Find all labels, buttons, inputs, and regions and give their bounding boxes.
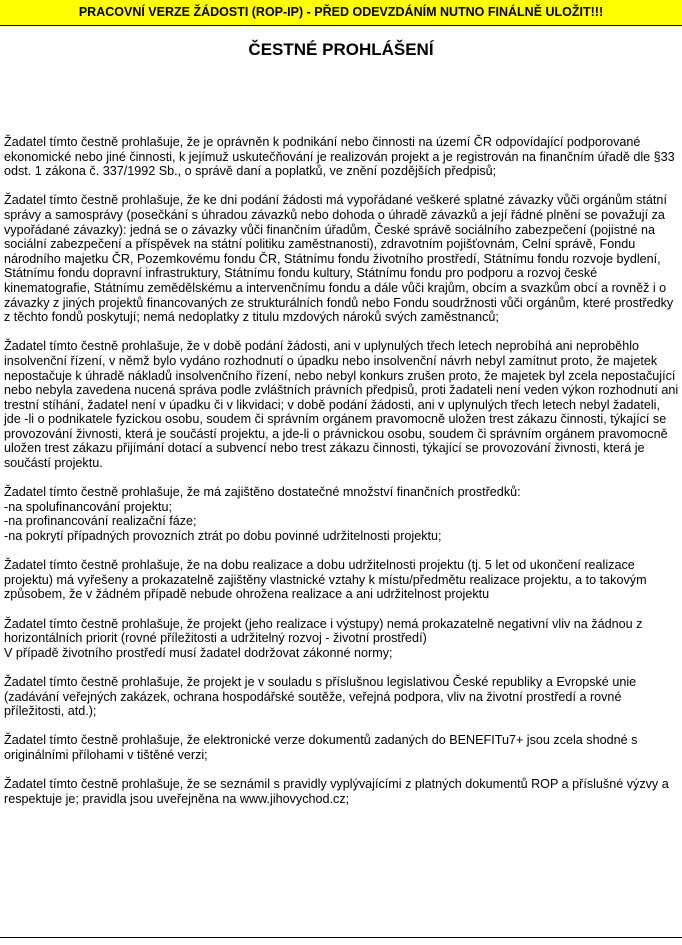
declaration-paragraph-financial-resources: Žadatel tímto čestně prohlašuje, že má zajištěno dostatečné množství finančních prostředků: -na spolufinancování projektu; -na profinancování realizační fáze; -na pokrytí případných provozních ztrát po dobu povinné udržitelnosti projektu; (4, 485, 521, 544)
declaration-paragraph-horizontal-priorities: Žadatel tímto čestně prohlašuje, že projekt (jeho realizace i výstupy) nemá prokazatelně negativní vliv na žádnou z horizontálních priorit (rovné příležitosti a udržitelný rozvoj - životní prostředí) V případě životního prostředí musí žadatel dodržovat zákonné normy; (4, 616, 643, 660)
draft-warning-banner (0, 0, 682, 26)
declaration-body (4, 135, 680, 806)
draft-warning-text: PRACOVNÍ VERZE ŽÁDOSTI (ROP-IP) - PŘED ODEVZDÁNÍM NUTNO FINÁLNĚ ULOŽIT!!! (78, 5, 604, 19)
declaration-paragraph-settled-obligations: Žadatel tímto čestně prohlašuje, že ke dni podání žádosti má vypořádané veškeré splatné závazky vůči orgánům státní správy a samosprávy (posečkání s úhradou závazků nebo dohoda o úhradě závazků a její řádné plnění se považují za vypořádané závazky): jedná se o závazky vůči finančním úřadům, České správě sociálního zabezpečení (pojistné na sociální zabezpečení a příspěvek na státní politiku zaměstnanosti), zdravotním pojišťovnám, Celní správě, Fondu národního majetku ČR, Pozemkovému fondu ČR, Státnímu fondu životního prostředí, Státnímu fondu rozvoje bydlení, Státnímu fondu dopravní infrastruktury, Státnímu fondu kultury, Státnímu fondu pro podporu a rozvoj české kinematografie, Státnímu zemědělskému a intervenčnímu fondu a dále vůči krajům, obcím a svazkům obcí a rovněž i o závazky z jiných projektů financovaných ze strukturálních fondů nebo Fondu soudržnosti vůči orgánům, které prostředky z těchto fondů poskytují; nemá nedoplatky z titulu mzdových nároků svých zaměstnanců; (4, 193, 674, 325)
page-title: ČESTNÉ PROHLÁŠENÍ (248, 40, 434, 59)
declaration-paragraph-business-authorization: Žadatel tímto čestně prohlašuje, že je oprávněn k podnikání nebo činnosti na území ČR odpovídající podporované ekonomické nebo jiné činnosti, k jejímuž uskutečňování je realizován projekt a je registrován na finančním úřadě dle §33 odst. 1 zákona č. 337/1992 Sb., o správě daní a poplatků, ve znění pozdějších předpisů; (4, 135, 675, 179)
declaration-paragraph-ownership: Žadatel tímto čestně prohlašuje, že na dobu realizace a dobu udržitelnosti projektu (tj. 5 let od ukončení realizace projektu) má vyřešeny a prokazatelně zajištěny vlastnické vztahy k místu/předmětu realizace projektu, a to takovým způsobem, že v žádném případě nebude ohrožena realizace a ani udržitelnost projektu (4, 558, 647, 602)
declaration-paragraph-legislation: Žadatel tímto čestně prohlašuje, že projekt je v souladu s příslušnou legislativou České republiky a Evropské unie (zadávání veřejných zakázek, ochrana hospodářské soutěže, veřejná podpora, vliv na životní prostředí a rovné příležitosti, atd.); (4, 674, 637, 719)
bottom-divider (0, 937, 682, 938)
declaration-paragraph-electronic-documents: Žadatel tímto čestně prohlašuje, že elektronické verze dokumentů zadaných do BENEFITu7+ jsou zcela shodné s originálními přílohami v tištěné verzi; (4, 733, 638, 762)
declaration-paragraph-rules: Žadatel tímto čestně prohlašuje, že se seznámil s pravidly vyplývajícími z platných dokumentů ROP a příslušné výzvy a respektuje je; pravidla jsou uveřejněna na www.jihovychod.cz; (4, 777, 669, 806)
declaration-paragraph-insolvency: Žadatel tímto čestně prohlašuje, že v době podání žádosti, ani v uplynulých třech letech neprobíhá ani neproběhlo insolvenční řízení, v němž bylo vydáno rozhodnutí o úpadku nebo insolvenční návrh nebyl zamítnut proto, že majetek nepostačuje k úhradě nákladů insolvenčního řízení, nebo nebyl konkurs zrušen proto, že majetek byl zcela nepostačující nebo nebyla zavedena nucená správa podle zvláštních právních předpisů, proti žadateli není veden výkon rozhodnutí ani trestní stíhání, žadatel není v úpadku či v likvidaci; v době podání žádosti, ani v uplynulých třech letech nebyl žadateli, jde -li o podnikatele fyzickou osobu, soudem či správním orgánem pravomocně uložen trest zákazu činnosti, týkající se provozování živnosti, která je součástí projektu, a jde-li o právnickou osobu, soudem či správním orgánem pravomocně uložen trest zákazu přijímání dotací a subvencí nebo trest zákazu činnosti, týkající se provozování živnosti, která je součástí projektu. (4, 339, 679, 471)
